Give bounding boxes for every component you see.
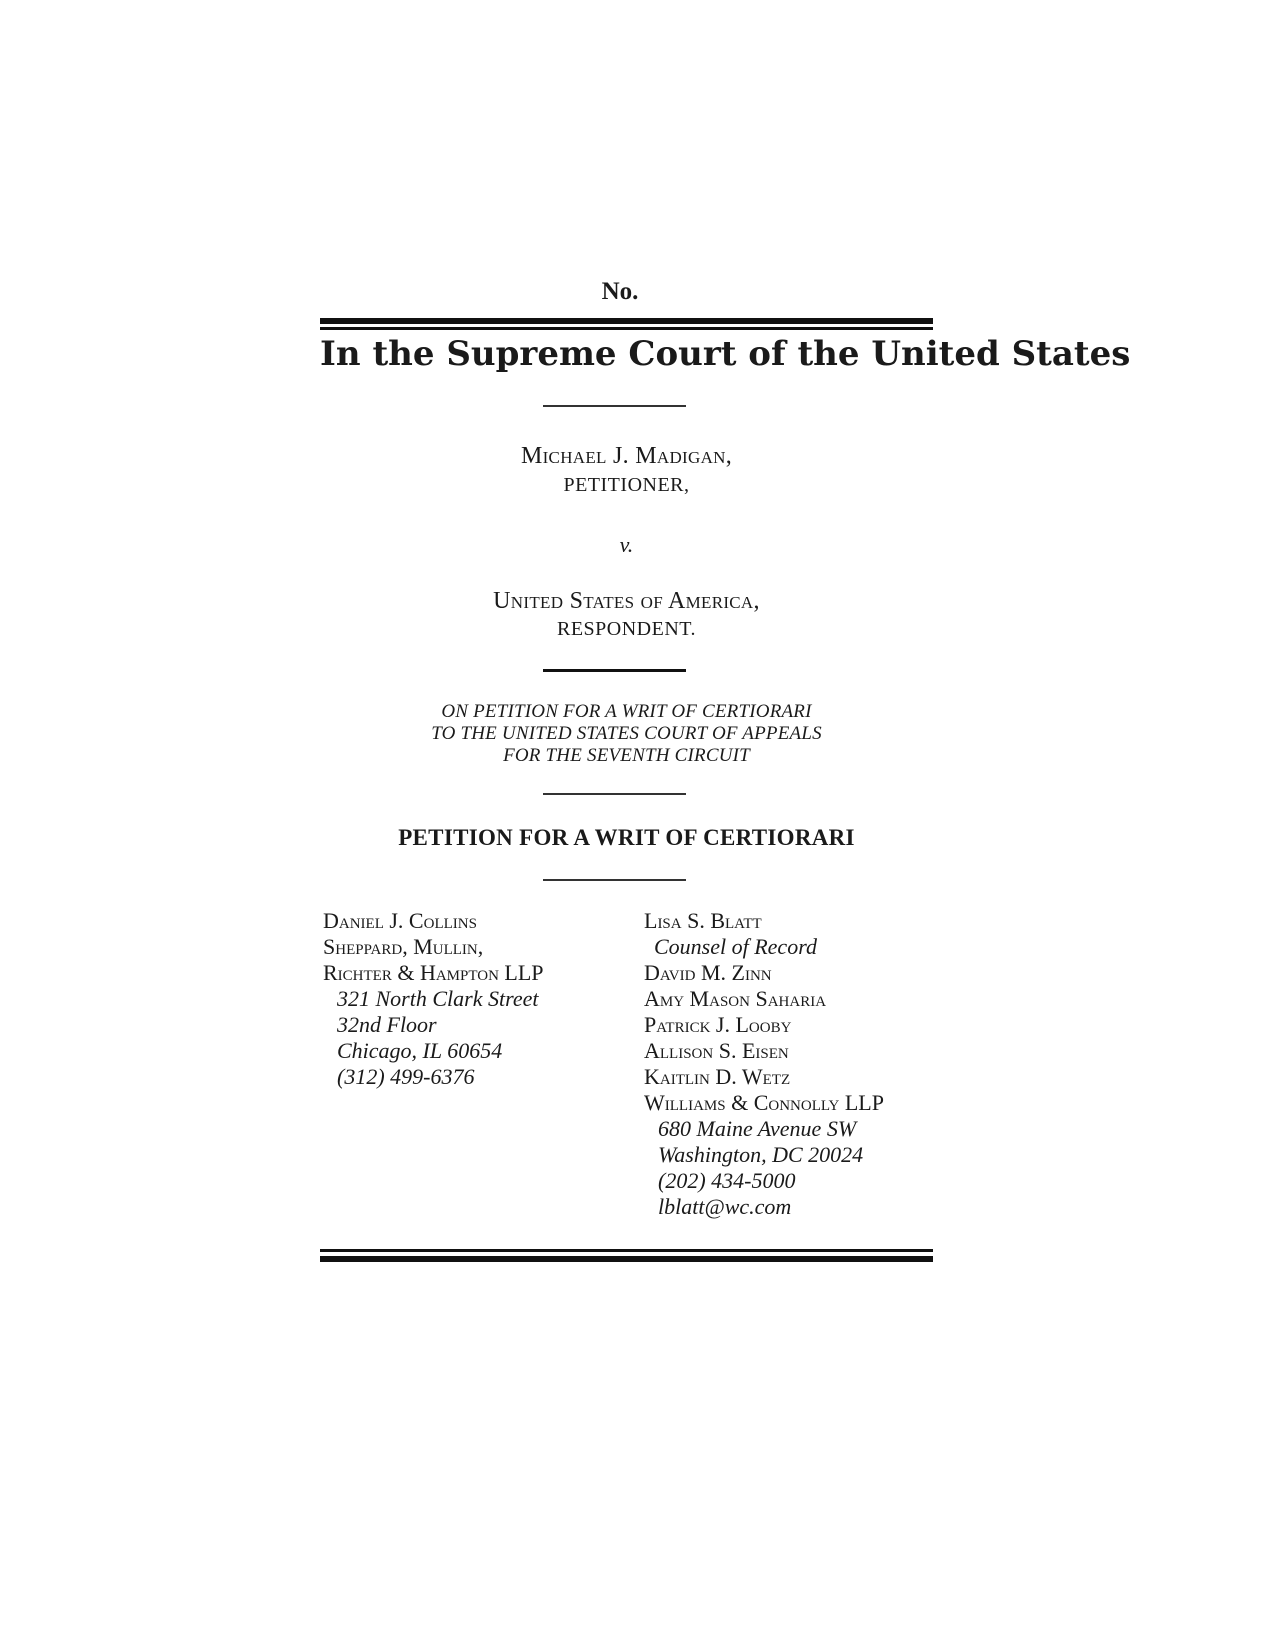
petitioner-role: PETITIONER, [563, 474, 690, 496]
document-title: PETITION FOR A WRIT OF CERTIORARI [398, 825, 855, 850]
petition-line: TO THE UNITED STATES COURT OF APPEALS [431, 723, 822, 744]
counsel-of-record-label: Counsel of Record [654, 934, 817, 959]
versus-label: v. [619, 532, 634, 557]
bottom-rule-thick [320, 1256, 933, 1262]
petitioner-name: Michael J. Madigan, [520, 443, 733, 469]
bottom-rule-thin [320, 1249, 933, 1252]
address-line: 321 North Clark Street [337, 986, 539, 1011]
divider-rule [543, 793, 686, 795]
petition-line: FOR THE SEVENTH CIRCUIT [503, 745, 750, 766]
docket-number-label: No. [601, 278, 639, 305]
top-rule-thin [320, 327, 933, 330]
counsel-name: Allison S. Eisen [644, 1038, 789, 1063]
top-rule-thick [320, 318, 933, 324]
firm-name: Sheppard, Mullin, [323, 934, 484, 959]
divider-rule-bold [543, 669, 686, 672]
court-title: In the Supreme Court of the United States [320, 334, 1131, 374]
counsel-right-block [644, 908, 884, 1220]
address-line: Chicago, IL 60654 [337, 1038, 503, 1063]
counsel-of-record-name: Lisa S. Blatt [644, 908, 762, 933]
address-line: 680 Maine Avenue SW [658, 1116, 857, 1141]
counsel-left-block [323, 908, 544, 1090]
address-line: Washington, DC 20024 [658, 1142, 864, 1167]
respondent-role: RESPONDENT. [556, 618, 697, 640]
counsel-name: Kaitlin D. Wetz [644, 1064, 791, 1089]
counsel-name: David M. Zinn [644, 960, 772, 985]
phone-number: (312) 499-6376 [337, 1064, 475, 1089]
counsel-name: Amy Mason Saharia [644, 986, 827, 1011]
phone-number: (202) 434-5000 [658, 1168, 796, 1193]
divider-rule [543, 879, 686, 881]
respondent-name: United States of America, [493, 588, 760, 614]
divider-rule [543, 405, 686, 407]
email-address: lblatt@wc.com [658, 1194, 792, 1219]
counsel-name: Patrick J. Looby [644, 1012, 792, 1037]
firm-name: Richter & Hampton LLP [323, 960, 544, 985]
address-line: 32nd Floor [337, 1012, 437, 1037]
firm-name: Williams & Connolly LLP [644, 1090, 884, 1115]
petition-line: ON PETITION FOR A WRIT OF CERTIORARI [441, 701, 812, 722]
counsel-name: Daniel J. Collins [323, 908, 477, 933]
